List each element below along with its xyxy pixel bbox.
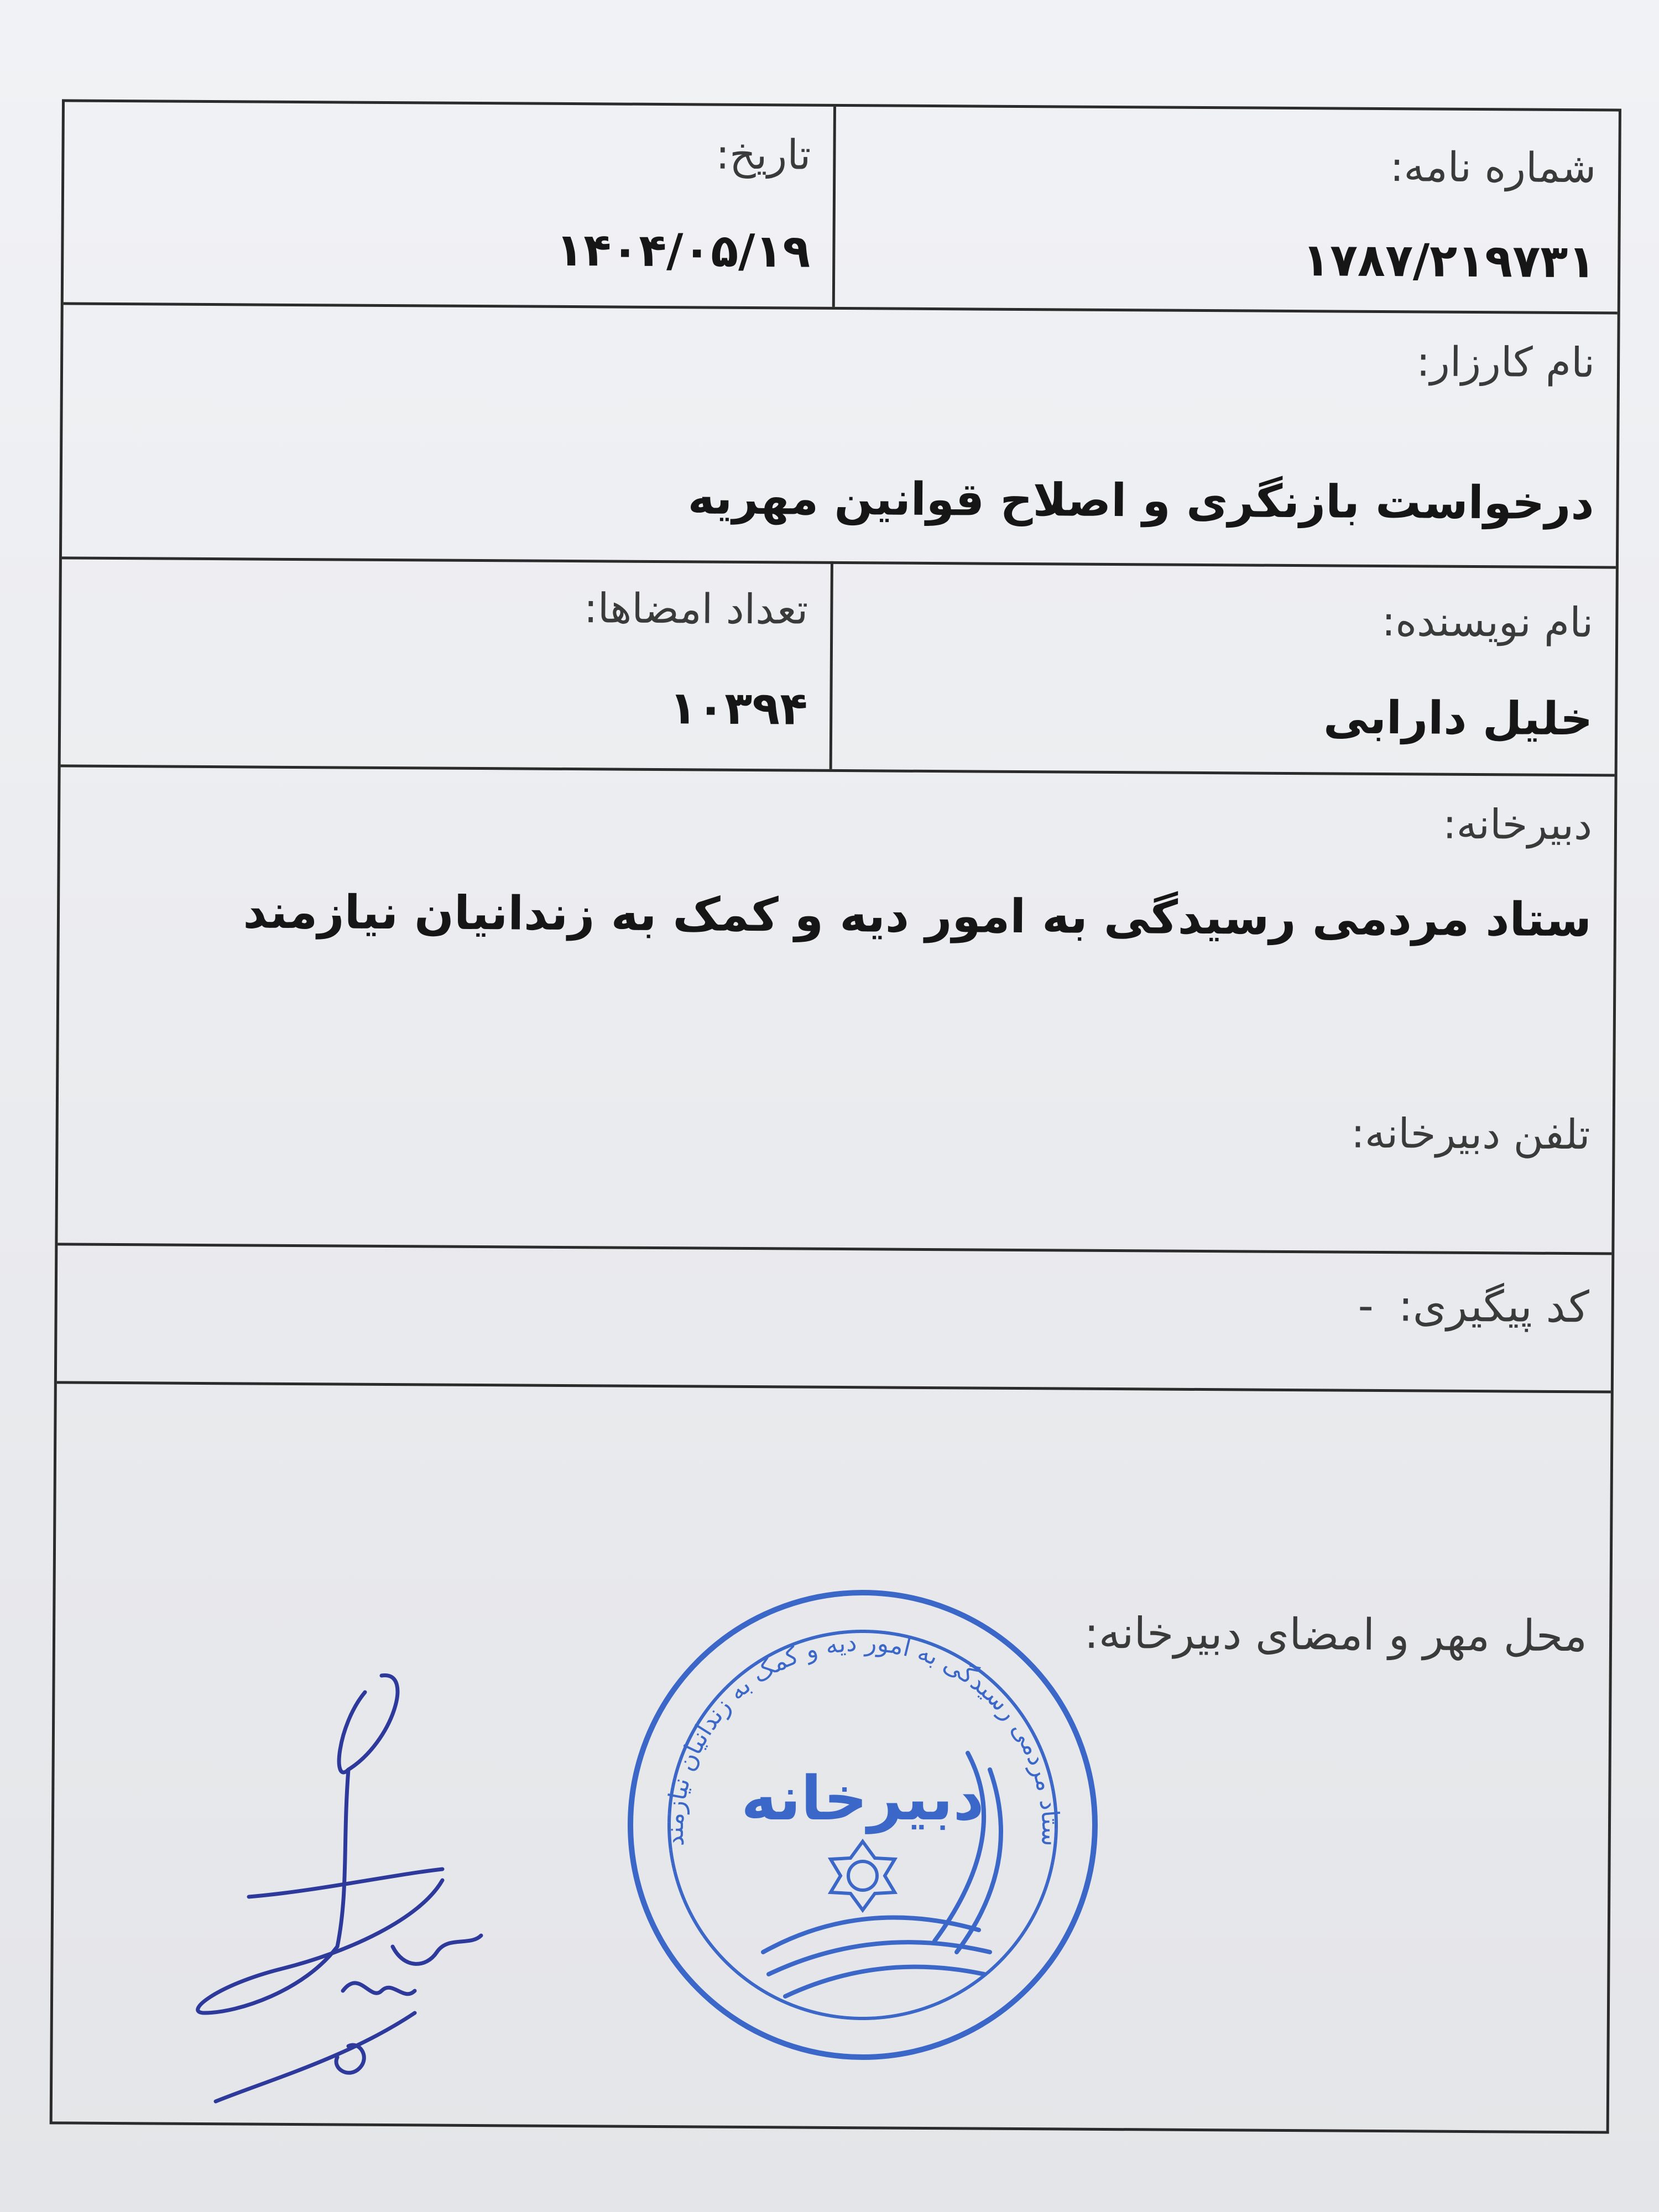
date-label: تاریخ: — [715, 131, 811, 179]
seal-area-label: محل مهر و امضای دبیرخانه: — [1084, 1608, 1588, 1662]
tracking-value: - — [1358, 1281, 1374, 1331]
signatures-count-label: تعداد امضاها: — [583, 585, 808, 634]
letter-number-label: شماره نامه: — [1390, 143, 1597, 192]
secretariat-value: ستاد مردمی رسیدگی به امور دیه و کمک به زندانیان نیازمند — [243, 884, 1592, 947]
tracking-cell — [57, 1243, 1611, 1390]
author-cell — [868, 561, 1616, 774]
secretariat-stamp — [625, 1587, 1100, 2063]
stamp-ring-text: ستاد مردمی رسیدگی به امور دیه و کمک به زندانیان نیازمند — [660, 1628, 1065, 1848]
handwritten-signature — [182, 1659, 492, 2112]
campaign-cell — [62, 302, 1618, 566]
secretariat-label: دبیرخانه: — [1442, 800, 1593, 849]
secretariat-phone-label: تلفن دبیرخانه: — [1350, 1109, 1590, 1159]
stamp-center-text: دبیرخانه — [741, 1763, 984, 1834]
tracking-label-text: کد پیگیری: — [1398, 1281, 1590, 1333]
campaign-value: درخواست بازنگری و اصلاح قوانین مهریه — [687, 472, 1594, 530]
tracking-label — [1358, 1281, 1589, 1333]
date-cell — [64, 102, 833, 306]
author-label: نام نویسنده: — [1381, 597, 1594, 647]
campaign-label: نام کارزار: — [1416, 338, 1595, 387]
signatures-count-value: ۱۰۳۹۴ — [669, 682, 808, 735]
letter-number-cell — [871, 107, 1619, 311]
author-value: خلیل دارابی — [1323, 691, 1593, 746]
letter-number-value: ۱۷۸۷/۲۱۹۷۳۱ — [1302, 234, 1596, 289]
stamp-emblem-icon — [831, 1841, 895, 1910]
date-value: ۱۴۰۴/۰۵/۱۹ — [555, 223, 811, 278]
divider-vertical-top — [832, 107, 836, 307]
secretariat-cell — [58, 764, 1614, 1252]
divider-vertical-middle — [830, 561, 833, 769]
signatures-count-cell — [61, 556, 831, 769]
